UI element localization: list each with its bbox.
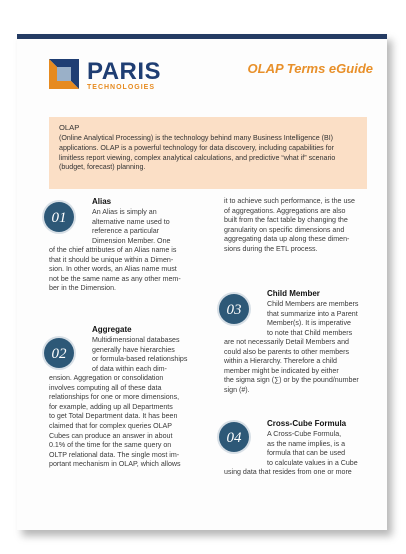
paris-logo <box>49 59 189 93</box>
badge-01-number: 01 <box>51 210 67 226</box>
badge-03-icon <box>216 291 252 327</box>
term-title-cross-cube-formula: Cross-Cube Formula <box>267 419 347 428</box>
term-body-cross-cube-formula-wrap: using data that resides from one or more <box>224 468 352 476</box>
term-body-cross-cube-formula: A Cross-Cube Formula, as the name implies, is a formula that can be used to calculate values in a Cube <box>267 430 358 467</box>
badge-04-number: 04 <box>226 430 242 446</box>
badge-03-number: 03 <box>226 302 242 318</box>
guide-page <box>17 34 387 530</box>
aggregate-continuation: it to achieve such performance, is the use of aggregations. Aggregations are also built from the fact table by changing the granularity on specific dimensions and aggregating data up along these dimen- sions during the ETL process. <box>224 197 355 253</box>
term-body-aggregate: Multidimensional databases generally have hierarchies or formula-based relationships of data within each dim- <box>92 336 188 373</box>
brand-subtitle: TECHNOLOGIES <box>87 84 156 91</box>
term-body-aggregate-wrap: ension. Aggregation or consolidation involves computing all of these data relationships for one or more dimensions, for example, adding up all Departments to get Total Department data. It has been claimed that for complex queries OLAP Cubes can produce an answer in about 0.1% of the time for the same query on OLTP relational data. The single most im- portant mechanism in OLAP, which allows <box>49 374 181 469</box>
term-body-child-member: Child Members are members that summarize into a Parent Member(s). It is imperative to note that Child members <box>267 300 359 337</box>
term-body-child-member-wrap: are not necessarily Detail Members and could also be parents to other members within a Hierarchy. Therefore a child member might be indicated by either the sigma sign (∑) or by the pound/number sign (#). <box>224 338 359 394</box>
guide-title: OLAP Terms eGuide <box>247 61 373 76</box>
brand-name: PARIS <box>87 58 162 85</box>
olap-text: (Online Analytical Processing) is the technology behind many Business Intelligence (BI) applications. OLAP is a powerful technology for data discovery, including capabilities for limitless report viewing, complex analytical calculations, and predictive “what if” scenario (budget, forecast) planning. <box>59 134 336 172</box>
badge-01-icon <box>41 199 77 235</box>
term-body-alias-wrap: of the chief attributes of an Alias name is that it should be unique within a Dimen- sion. In other words, an Alias name must not be the same name as any other mem- ber in the Dimension. <box>49 246 181 293</box>
olap-intro-box <box>49 117 367 189</box>
logo-mark-icon <box>49 59 79 89</box>
term-body-alias: An Alias is simply an alternative name used to reference a particular Dimension Member. One <box>92 208 171 245</box>
badge-02-icon <box>41 335 77 371</box>
olap-heading: OLAP <box>59 123 80 132</box>
term-title-child-member: Child Member <box>267 289 320 298</box>
term-title-aggregate: Aggregate <box>92 325 132 334</box>
term-title-alias: Alias <box>92 197 112 206</box>
badge-02-number: 02 <box>51 346 67 362</box>
badge-04-icon <box>216 419 252 455</box>
